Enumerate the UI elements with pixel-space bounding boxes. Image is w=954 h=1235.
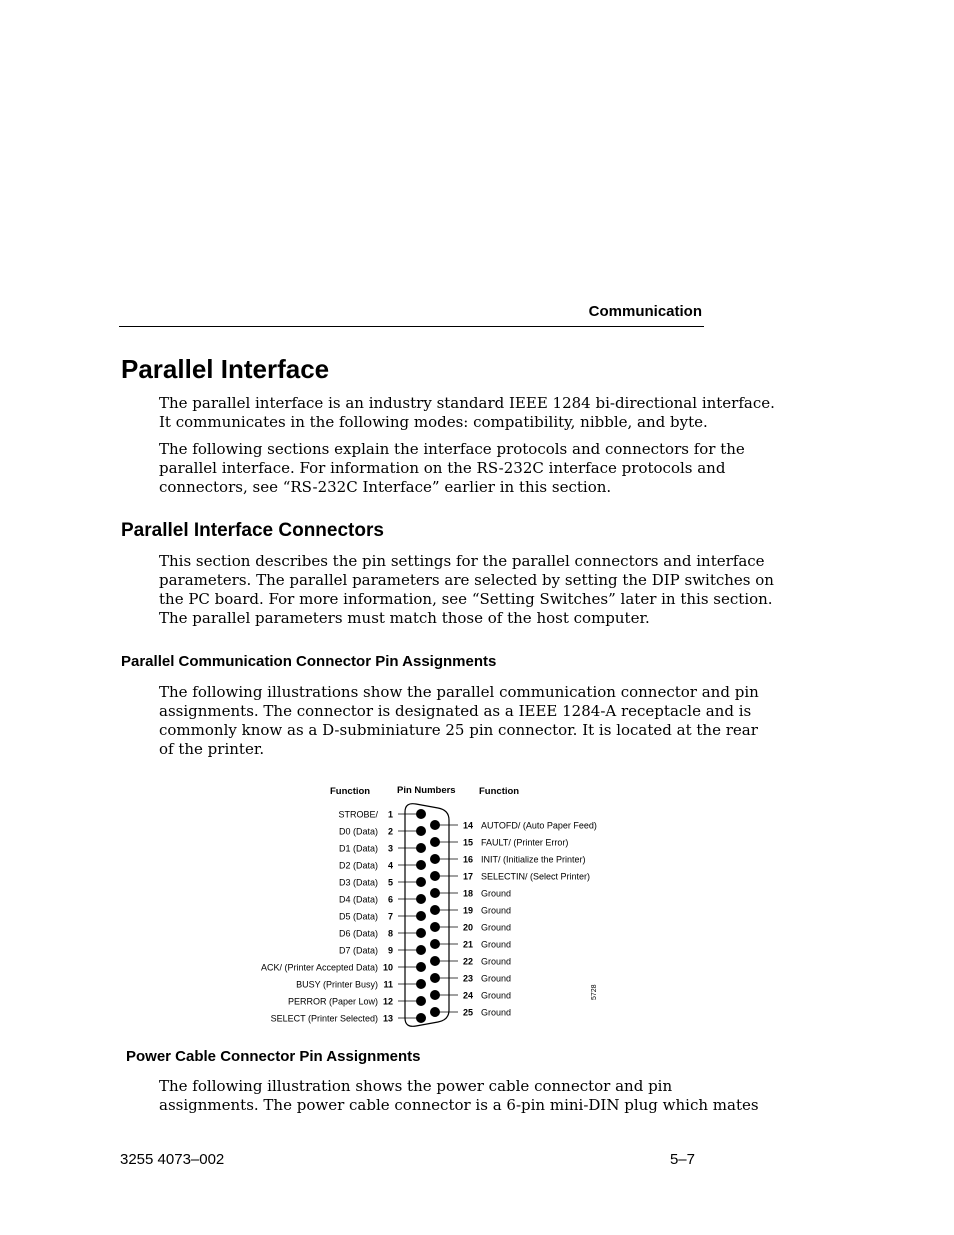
pin-number-label: 16 <box>463 854 474 865</box>
pin-function-label: D2 (Data) <box>338 860 378 871</box>
pin-contact <box>430 820 440 830</box>
text-line: parameters. The parallel parameters are selected by setting the DIP switches on <box>159 571 774 589</box>
power-cable-paragraph <box>159 1077 759 1115</box>
pin-function-label: PERROR (Paper Low) <box>287 996 378 1007</box>
pin-function-label: SELECT (Printer Selected) <box>270 1013 378 1024</box>
pin-contact <box>430 990 440 1000</box>
page-title: Parallel Interface <box>121 354 330 384</box>
text-line: parallel interface. For information on the RS-232C interface protocols and <box>159 459 726 477</box>
text-line: The parallel interface is an industry standard IEEE 1284 bi-directional interface. <box>159 394 775 412</box>
pin-function-label: BUSY (Printer Busy) <box>296 979 378 990</box>
pin-function-label: D1 (Data) <box>338 843 378 854</box>
pin-contact <box>430 939 440 949</box>
function-header-left: Function <box>330 786 371 797</box>
pin-number-label: 1 <box>387 809 393 820</box>
connectors-paragraph <box>159 552 774 628</box>
pin-numbers-header: Pin Numbers <box>397 785 456 796</box>
text-line: This section describes the pin settings for the parallel connectors and interface <box>159 552 765 570</box>
text-line: The parallel parameters must match those of the host computer. <box>159 609 650 627</box>
pin-number-label: 10 <box>382 962 393 973</box>
footer-page-number: 5–7 <box>669 1151 695 1168</box>
pin-function-label: D0 (Data) <box>338 826 378 837</box>
pin-function-label: Ground <box>481 939 512 950</box>
pin-function-label: Ground <box>481 1007 512 1018</box>
pin-number-label: 8 <box>387 928 393 939</box>
pin-function-label: SELECTIN/ (Select Printer) <box>481 871 591 882</box>
pin-contact <box>430 871 440 881</box>
text-line: connectors, see “RS-232C Interface” earlier in this section. <box>159 478 612 496</box>
intro-paragraph-2 <box>159 440 745 497</box>
pin-number-label: 23 <box>463 973 474 984</box>
pin-function-label: Ground <box>481 990 512 1001</box>
pin-number-label: 12 <box>382 996 393 1007</box>
pin-number-label: 19 <box>463 905 474 916</box>
pin-number-label: 9 <box>387 945 393 956</box>
pin-function-label: FAULT/ (Printer Error) <box>481 837 569 848</box>
text-line: The following sections explain the interface protocols and connectors for the <box>159 440 745 458</box>
pin-function-label: Ground <box>481 956 512 967</box>
pin-contact <box>430 854 440 864</box>
pin-function-label: Ground <box>481 973 512 984</box>
pin-function-label: D3 (Data) <box>338 877 378 888</box>
pin-number-label: 15 <box>463 837 474 848</box>
pin-contact <box>430 973 440 983</box>
pin-contact <box>416 928 426 938</box>
pin-function-label: D7 (Data) <box>338 945 378 956</box>
pin-assignments-paragraph <box>159 683 759 759</box>
subsection-heading-pin-assignments: Parallel Communication Connector Pin Assignments <box>121 653 497 670</box>
function-header-right: Function <box>479 786 520 797</box>
right-pin-group <box>430 820 597 1018</box>
text-line: The following illustration shows the power cable connector and pin <box>159 1077 673 1095</box>
pin-contact <box>416 962 426 972</box>
pin-function-label: ACK/ (Printer Accepted Data) <box>260 962 378 973</box>
pin-number-label: 7 <box>387 911 393 922</box>
pin-function-label: D4 (Data) <box>338 894 378 905</box>
pin-contact <box>416 945 426 955</box>
pin-contact <box>416 1013 426 1023</box>
pin-function-label: D6 (Data) <box>338 928 378 939</box>
pin-number-label: 3 <box>387 843 393 854</box>
pin-function-label: Ground <box>481 888 512 899</box>
pin-function-label: INIT/ (Initialize the Printer) <box>481 854 586 865</box>
header-rule <box>119 326 704 327</box>
pin-function-label: Ground <box>481 905 512 916</box>
text-line: commonly know as a D-subminiature 25 pin connector. It is located at the rear <box>159 721 758 739</box>
pin-contact <box>430 905 440 915</box>
pin-contact <box>416 979 426 989</box>
pin-number-label: 6 <box>387 894 393 905</box>
pin-contact <box>430 1007 440 1017</box>
pin-number-label: 20 <box>463 922 474 933</box>
left-pin-group <box>261 809 426 1024</box>
pin-contact <box>416 877 426 887</box>
pin-function-label: STROBE/ <box>338 809 378 820</box>
pin-contact <box>416 826 426 836</box>
pin-contact <box>430 837 440 847</box>
pin-contact <box>416 894 426 904</box>
figure-number: 5728 <box>591 984 598 1000</box>
pin-number-label: 5 <box>387 877 393 888</box>
pin-number-label: 17 <box>463 871 474 882</box>
pin-contact <box>416 911 426 921</box>
pin-number-label: 25 <box>463 1007 474 1018</box>
text-line: of the printer. <box>159 740 265 758</box>
footer-doc-number: 3255 4073–002 <box>120 1151 225 1168</box>
pin-number-label: 18 <box>463 888 474 899</box>
pin-number-label: 14 <box>463 820 474 831</box>
pin-number-label: 2 <box>387 826 393 837</box>
text-line: the PC board. For more information, see “Setting Switches” later in this section. <box>159 590 773 608</box>
subsection-heading-power-cable: Power Cable Connector Pin Assignments <box>126 1048 421 1065</box>
running-head: Communication <box>588 303 702 320</box>
pin-function-label: AUTOFD/ (Auto Paper Feed) <box>481 820 597 831</box>
pin-number-label: 11 <box>383 979 393 990</box>
pin-contact <box>416 843 426 853</box>
d-sub-connector-shell <box>405 804 449 1027</box>
text-line: assignments. The power cable connector is a 6-pin mini-DIN plug which mates <box>159 1096 759 1114</box>
section-heading-connectors: Parallel Interface Connectors <box>121 520 384 541</box>
pin-number-label: 4 <box>387 860 393 871</box>
pin-contact <box>416 996 426 1006</box>
pin-contact <box>430 888 440 898</box>
connector-pin-diagram <box>230 778 630 1030</box>
pin-contact <box>430 922 440 932</box>
pin-function-label: Ground <box>481 922 512 933</box>
pin-number-label: 24 <box>463 990 474 1001</box>
text-line: It communicates in the following modes: compatibility, nibble, and byte. <box>159 413 708 431</box>
pin-contact <box>416 809 426 819</box>
intro-paragraph-1 <box>159 394 775 432</box>
pin-number-label: 22 <box>463 956 474 967</box>
text-line: The following illustrations show the parallel communication connector and pin <box>159 683 759 701</box>
pin-number-label: 13 <box>382 1013 393 1024</box>
pin-number-label: 21 <box>463 939 474 950</box>
text-line: assignments. The connector is designated as a IEEE 1284-A receptacle and is <box>159 702 752 720</box>
pin-contact <box>430 956 440 966</box>
pin-function-label: D5 (Data) <box>338 911 378 922</box>
pin-contact <box>416 860 426 870</box>
